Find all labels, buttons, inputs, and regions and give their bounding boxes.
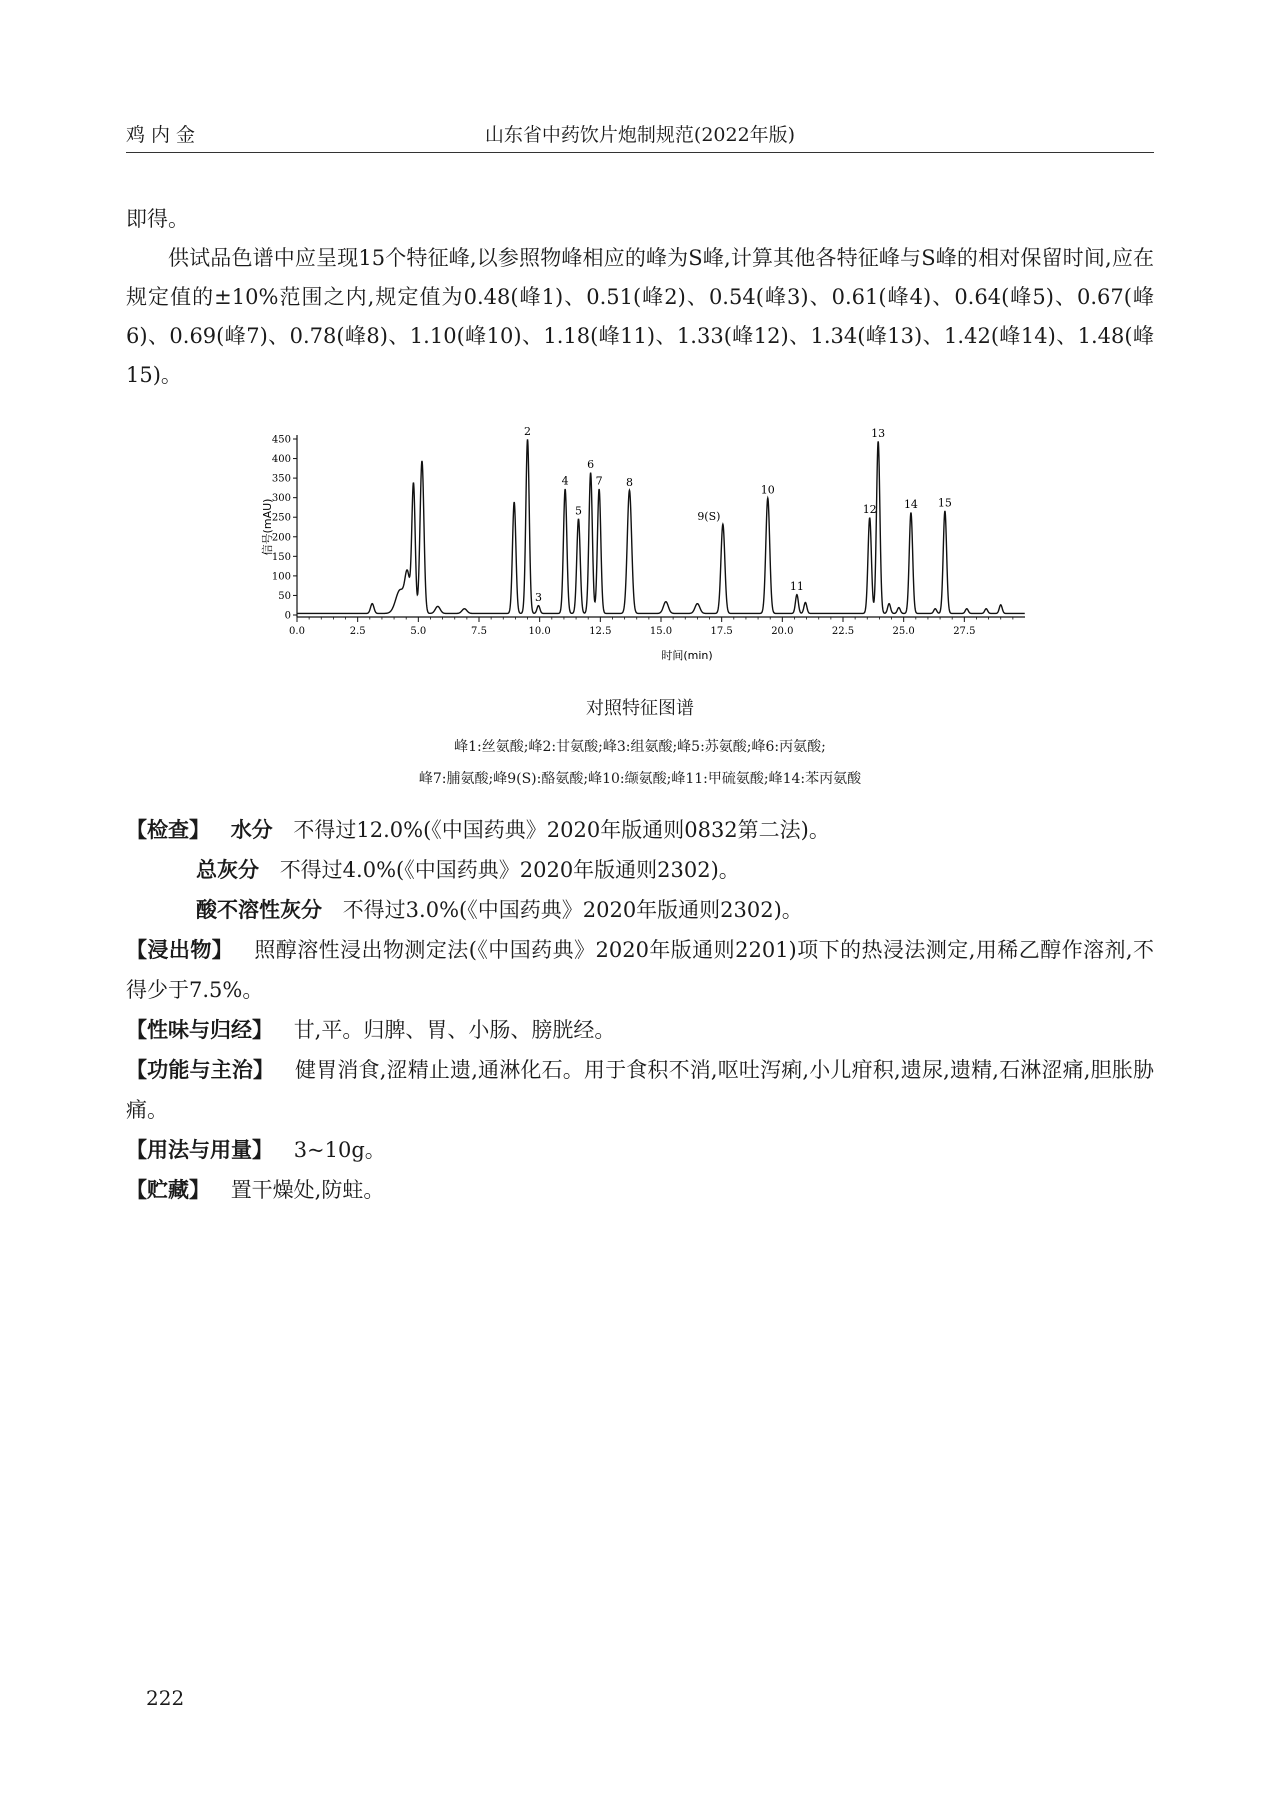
section-check-label: 【检查】	[126, 818, 210, 842]
x-tick-label: 20.0	[771, 626, 794, 637]
peak-label: 4	[561, 474, 569, 488]
peak-label: 7	[595, 474, 603, 488]
running-header	[0, 116, 1280, 150]
y-tick-label: 150	[271, 551, 291, 563]
section-function-indication	[126, 1050, 1154, 1130]
usage-text: 3~10g。	[293, 1138, 386, 1162]
x-tick-label: 5.0	[410, 626, 427, 637]
x-tick-label: 27.5	[953, 626, 976, 637]
peak-label: 13	[871, 426, 886, 440]
peak-label: 9(S)	[697, 509, 721, 523]
peak-label: 2	[524, 425, 532, 438]
paragraph-end-of-method: 即得。	[126, 207, 189, 231]
y-tick-label: 400	[271, 454, 291, 466]
section-usage-label: 【用法与用量】	[126, 1138, 273, 1162]
x-tick-label: 15.0	[649, 626, 673, 637]
header-rule	[126, 152, 1154, 153]
section-function-label: 【功能与主治】	[126, 1058, 275, 1082]
total-ash-text: 不得过4.0%(《中国药典》2020年版通则2302)。	[279, 858, 740, 882]
peak-label: 3	[534, 591, 542, 605]
x-tick-label: 25.0	[892, 626, 915, 637]
chromatogram-figure	[255, 425, 1035, 675]
chromatogram-trace	[297, 439, 1025, 613]
section-storage	[126, 1170, 1154, 1210]
figure-title: 对照特征图谱	[586, 698, 694, 719]
section-check	[126, 810, 1154, 850]
x-tick-label: 0.0	[289, 626, 305, 637]
figure-notes	[0, 731, 1280, 795]
header-drug-name: 鸡内金	[126, 124, 202, 146]
y-tick-label: 50	[278, 590, 291, 602]
section-storage-label: 【贮藏】	[126, 1178, 210, 1202]
x-tick-label: 10.0	[528, 626, 551, 637]
storage-text: 置干燥处,防蛀。	[230, 1178, 385, 1202]
figure-note-line-1: 峰1:丝氨酸;峰2:甘氨酸;峰3:组氨酸;峰5:苏氨酸;峰6:丙氨酸;	[454, 739, 826, 755]
peak-label: 8	[625, 475, 633, 489]
nature-text: 甘,平。归脾、胃、小肠、膀胱经。	[293, 1018, 616, 1042]
y-tick-label: 100	[271, 571, 291, 583]
water-label: 水分	[230, 818, 273, 842]
peak-label: 10	[760, 483, 775, 497]
figure-note-line-2: 峰7:脯氨酸;峰9(S):酪氨酸;峰10:缬氨酸;峰11:甲硫氨酸;峰14:苯丙氨酸	[418, 771, 862, 787]
peak-label: 14	[903, 498, 918, 512]
y-tick-label: 200	[271, 532, 291, 544]
section-usage-dosage	[126, 1130, 1154, 1170]
x-tick-label: 17.5	[710, 626, 733, 637]
function-text: 健胃消食,涩精止遗,通淋化石。用于食积不消,呕吐泻痢,小儿疳积,遗尿,遗精,石淋涩痛,胆胀胁痛。	[126, 1058, 1154, 1122]
peak-label: 15	[937, 496, 952, 510]
paragraph-characteristic-peaks: 供试品色谱中应呈现15个特征峰,以参照物峰相应的峰为S峰,计算其他各特征峰与S峰的相对保留时间,应在规定值的±10%范围之内,规定值为0.48(峰1)、0.51(峰2)、0.54(峰3)、0.61(峰4)、0.64(峰5)、0.67(峰6)、0.69(峰7)、0.78(峰8)、1.10(峰10)、1.18(峰11)、1.33(峰12)、1.34(峰13)、1.42(峰14)、1.48(峰15)。	[126, 246, 1154, 387]
y-tick-label: 450	[271, 434, 291, 446]
x-axis-label: 时间(min)	[661, 649, 713, 662]
total-ash-label: 总灰分	[196, 858, 259, 882]
y-tick-label: 0	[284, 610, 291, 622]
acid-insoluble-ash-text: 不得过3.0%(《中国药典》2020年版通则2302)。	[342, 898, 803, 922]
section-nature-label: 【性味与归经】	[126, 1018, 273, 1042]
extract-text: 照醇溶性浸出物测定法(《中国药典》2020年版通则2201)项下的热浸法测定,用稀乙醇作溶剂,不得少于7.5%。	[126, 938, 1155, 1002]
x-axis	[289, 617, 1025, 637]
chromatogram-chart	[255, 425, 1035, 675]
body-text	[126, 200, 1154, 395]
section-extract-label: 【浸出物】	[126, 938, 234, 962]
x-tick-label: 7.5	[471, 626, 487, 637]
y-tick-label: 300	[271, 493, 291, 505]
x-tick-label: 22.5	[831, 626, 855, 637]
peak-label: 5	[574, 504, 582, 518]
y-tick-label: 250	[271, 512, 291, 524]
monograph-sections	[126, 810, 1154, 1210]
y-axis	[272, 435, 297, 622]
peak-label: 6	[587, 458, 595, 472]
header-book-title: 山东省中药饮片炮制规范(2022年版)	[484, 124, 796, 146]
page-number: 222	[146, 1686, 185, 1710]
x-tick-label: 12.5	[589, 626, 612, 637]
acid-insoluble-ash-label: 酸不溶性灰分	[196, 898, 322, 922]
y-tick-label: 350	[271, 473, 291, 485]
section-extract	[126, 930, 1154, 1010]
section-total-ash	[126, 850, 1154, 890]
y-axis-label: 信号(mAU)	[261, 498, 274, 556]
peak-label: 12	[862, 503, 877, 517]
peak-label: 11	[789, 580, 804, 594]
water-text: 不得过12.0%(《中国药典》2020年版通则0832第二法)。	[293, 818, 830, 842]
section-acid-insoluble-ash	[126, 890, 1154, 930]
x-tick-label: 2.5	[349, 626, 366, 637]
section-nature-meridian	[126, 1010, 1154, 1050]
